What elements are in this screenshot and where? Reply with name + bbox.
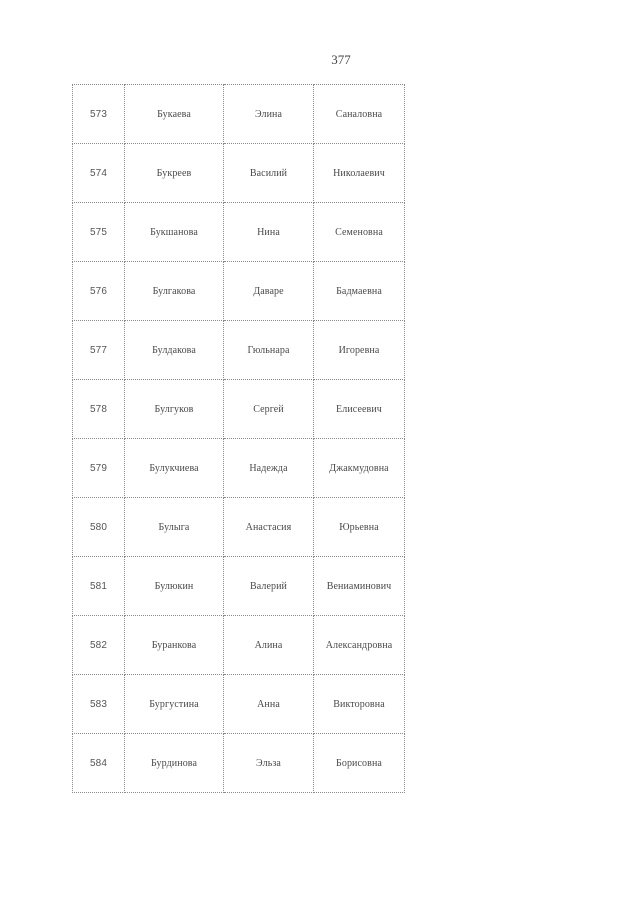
first-name-cell: Нина [224,203,314,262]
row-number: 582 [73,616,125,675]
patronymic-cell: Александровна [314,616,405,675]
table-row [73,498,405,557]
first-name-cell: Василий [224,144,314,203]
last-name-cell: Бургустина [125,675,224,734]
table-row [73,321,405,380]
row-number: 580 [73,498,125,557]
table-row [73,203,405,262]
last-name-cell: Букреев [125,144,224,203]
page-number: 377 [331,52,351,67]
row-number: 575 [73,203,125,262]
table-row [73,616,405,675]
row-number: 574 [73,144,125,203]
patronymic-cell: Саналовна [314,85,405,144]
patronymic-cell: Джакмудовна [314,439,405,498]
last-name-cell: Булгуков [125,380,224,439]
row-number: 581 [73,557,125,616]
first-name-cell: Надежда [224,439,314,498]
patronymic-cell: Бадмаевна [314,262,405,321]
table-row [73,734,405,793]
first-name-cell: Элина [224,85,314,144]
patronymic-cell: Юрьевна [314,498,405,557]
patronymic-cell: Викторовна [314,675,405,734]
first-name-cell: Валерий [224,557,314,616]
patronymic-cell: Семеновна [314,203,405,262]
row-number: 583 [73,675,125,734]
last-name-cell: Булгакова [125,262,224,321]
first-name-cell: Даваре [224,262,314,321]
last-name-cell: Булыга [125,498,224,557]
last-name-cell: Бурдинова [125,734,224,793]
table-row [73,85,405,144]
table-row [73,262,405,321]
first-name-cell: Алина [224,616,314,675]
table-row [73,380,405,439]
table-row [73,439,405,498]
row-number: 573 [73,85,125,144]
patronymic-cell: Игоревна [314,321,405,380]
patronymic-cell: Елисеевич [314,380,405,439]
names-table [72,84,405,793]
first-name-cell: Анастасия [224,498,314,557]
last-name-cell: Букшанова [125,203,224,262]
first-name-cell: Сергей [224,380,314,439]
row-number: 576 [73,262,125,321]
last-name-cell: Букаева [125,85,224,144]
first-name-cell: Гюльнара [224,321,314,380]
patronymic-cell: Борисовна [314,734,405,793]
table-row [73,557,405,616]
first-name-cell: Анна [224,675,314,734]
last-name-cell: Булдакова [125,321,224,380]
row-number: 577 [73,321,125,380]
table-row [73,675,405,734]
last-name-cell: Булукчиева [125,439,224,498]
last-name-cell: Буранкова [125,616,224,675]
table-row [73,144,405,203]
patronymic-cell: Николаевич [314,144,405,203]
row-number: 578 [73,380,125,439]
row-number: 584 [73,734,125,793]
patronymic-cell: Вениаминович [314,557,405,616]
row-number: 579 [73,439,125,498]
last-name-cell: Булюкин [125,557,224,616]
first-name-cell: Эльза [224,734,314,793]
